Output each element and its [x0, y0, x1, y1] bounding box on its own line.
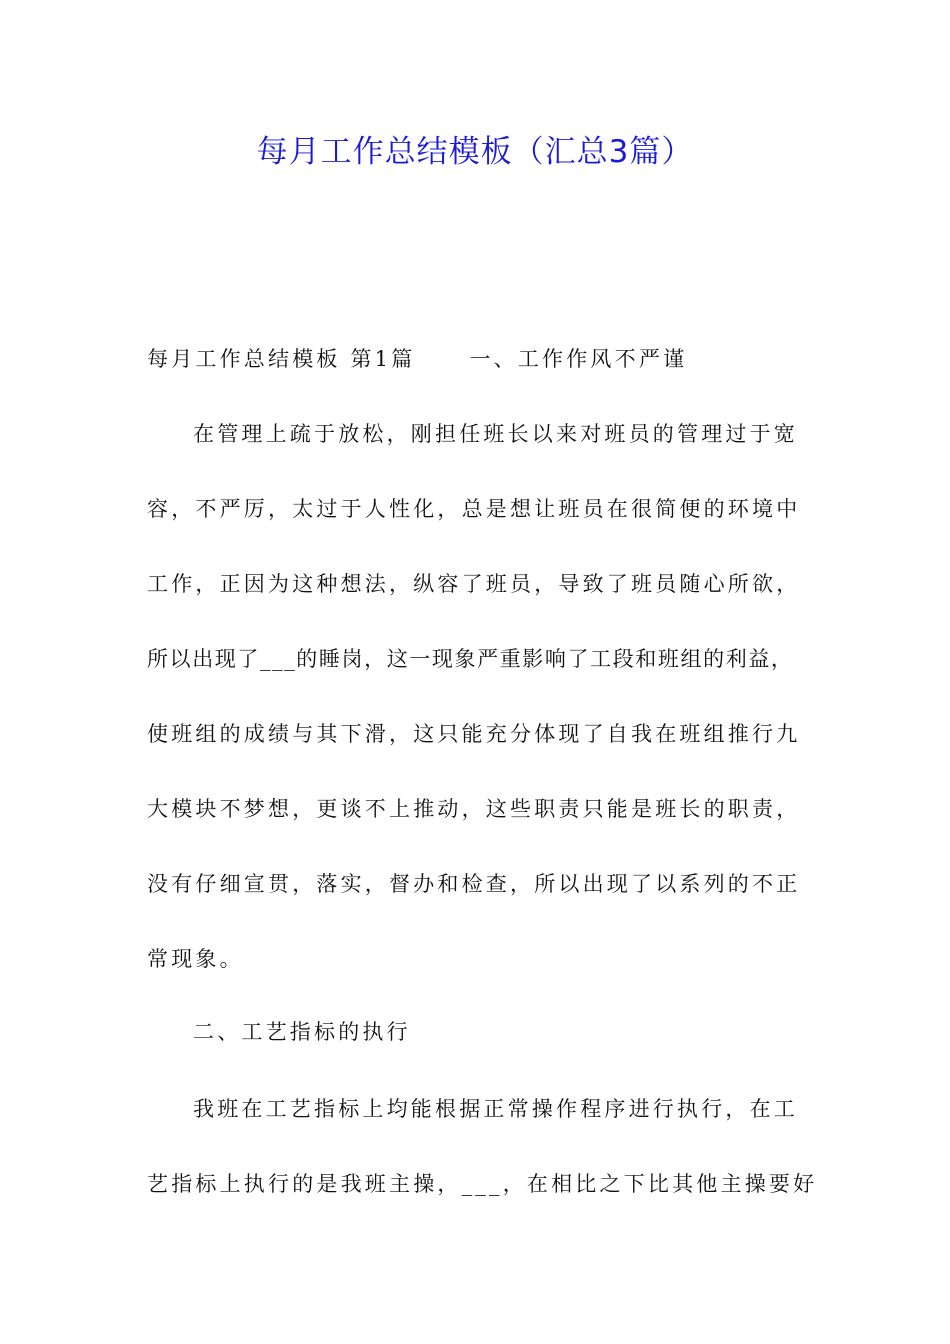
paragraph-line: 工作，正因为这种想法，纵容了班员，导致了班员随心所欲，	[147, 572, 801, 596]
paragraph-line: 没有仔细宣贯，落实，督办和检查，所以出现了以系列的不正	[147, 872, 801, 896]
paragraph-line: 常现象。	[147, 947, 244, 971]
first-line	[147, 343, 687, 375]
paragraph-line: 使班组的成绩与其下滑，这只能充分体现了自我在班组推行九	[147, 722, 801, 746]
paragraph-line: 艺指标上执行的是我班主操，___，在相比之下比其他主操要好	[147, 1172, 818, 1196]
section-heading: 每月工作总结模板 第1篇	[147, 347, 416, 371]
document-title: 每月工作总结模板（汇总3篇）	[256, 134, 694, 170]
subheading: 一、工作作风不严谨	[469, 347, 688, 371]
paragraph-line: 我班在工艺指标上均能根据正常操作程序进行执行，在工	[193, 1097, 798, 1121]
paragraph-line: 容，不严厉，太过于人性化，总是想让班员在很简便的环境中	[147, 497, 801, 521]
paragraph-line: 在管理上疏于放松，刚担任班长以来对班员的管理过于宽	[193, 422, 798, 446]
section-subheading: 二、工艺指标的执行	[193, 1020, 411, 1044]
paragraph-line: 所以出现了___的睡岗，这一现象严重影响了工段和班组的利益，	[147, 647, 794, 671]
paragraph-line: 大模块不梦想，更谈不上推动，这些职责只能是班长的职责，	[147, 797, 801, 821]
